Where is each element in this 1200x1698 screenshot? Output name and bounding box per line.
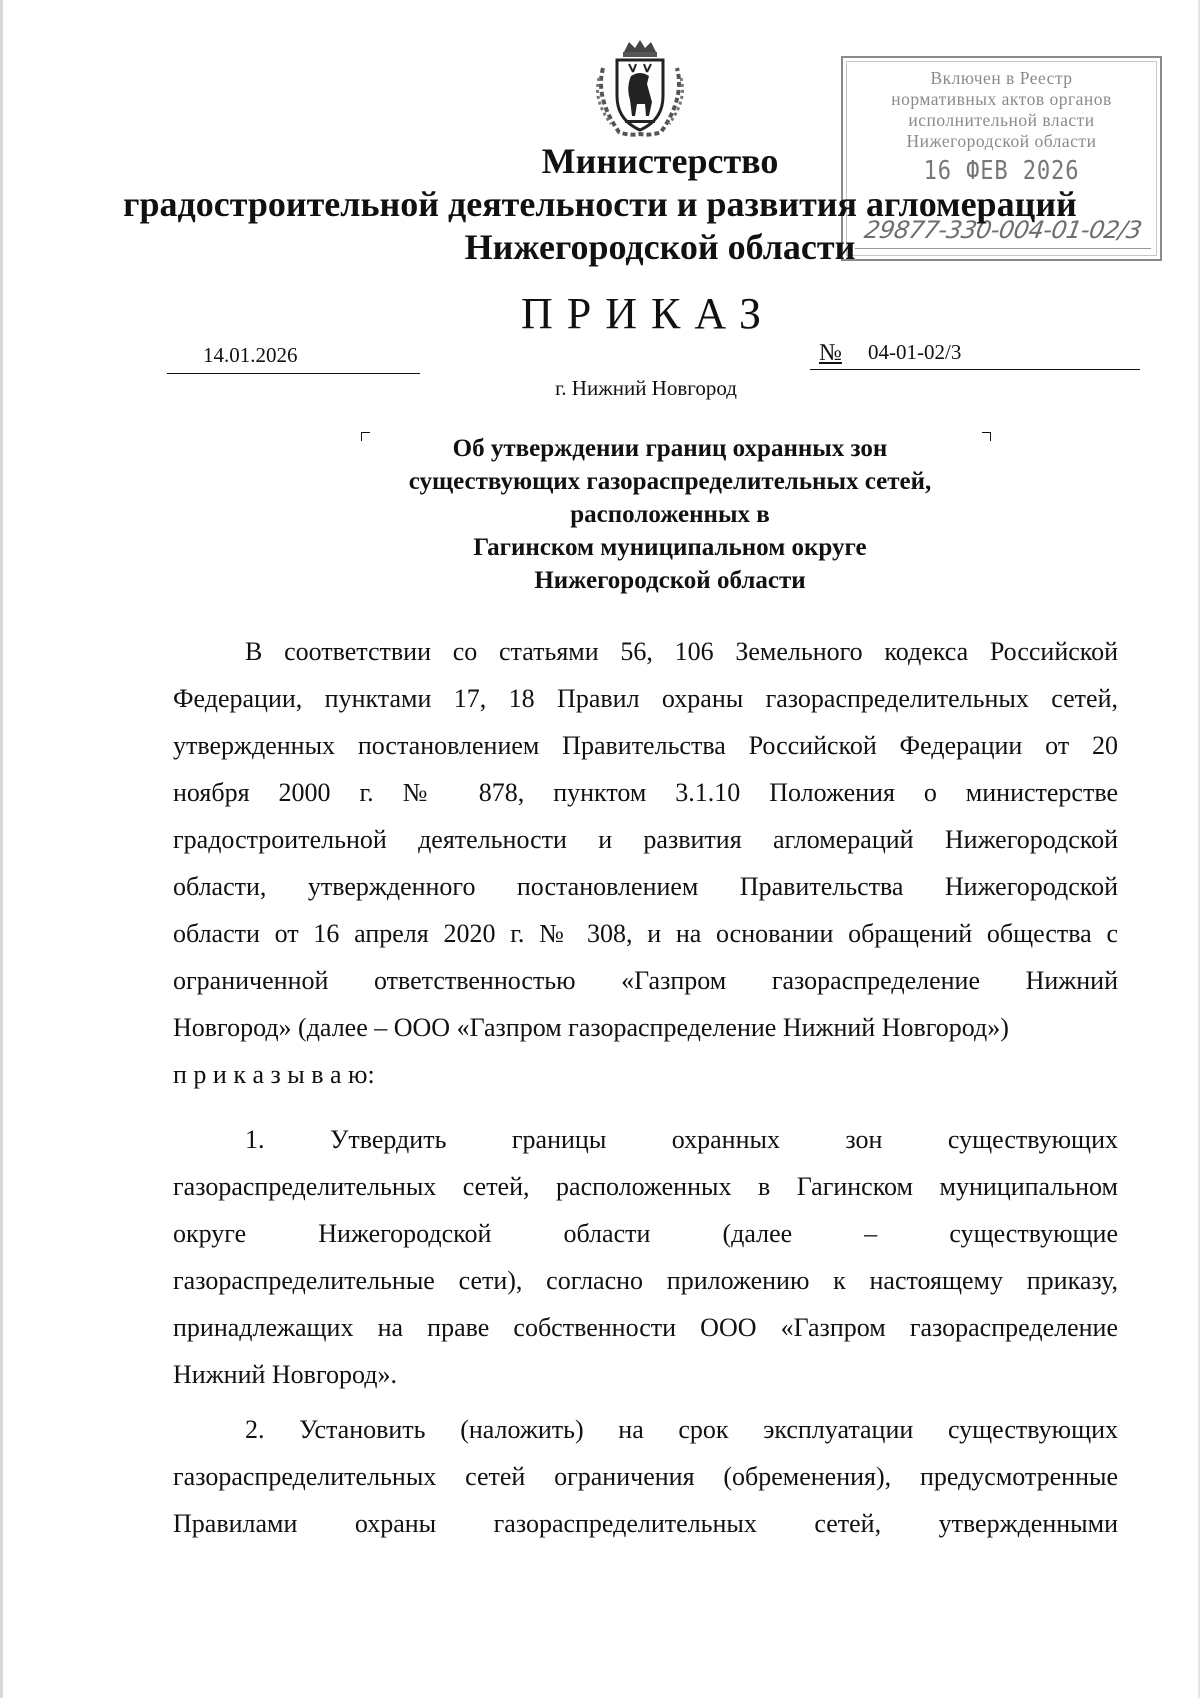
order-date: 14.01.2026	[203, 343, 298, 367]
item-line: принадлежащих на праве собственности ООО «Газпром газораспределение	[173, 1313, 1118, 1342]
item-line: 2. Установить (наложить) на срок эксплуатации существующих	[245, 1415, 1118, 1444]
preamble-line: ограниченной ответственностью «Газпром газораспределение Нижний	[173, 966, 1118, 995]
order-word: п р и к а з ы в а ю:	[173, 1060, 375, 1089]
preamble-line: области от 16 апреля 2020 г. № 308, и на основании обращений общества с	[173, 919, 1118, 948]
document-title	[0, 432, 1200, 597]
stamp-line: нормативных актов органов	[891, 89, 1112, 109]
item-line: Нижний Новгород».	[173, 1360, 397, 1389]
preamble-line: В соответствии со статьями 56, 106 Земельного кодекса Российской	[245, 637, 1118, 666]
ministry-name-line3: Нижегородской области	[464, 227, 856, 267]
item-line: газораспределительных сетей ограничения (обременения), предусмотренные	[173, 1462, 1118, 1491]
preamble-line: градостроительной деятельности и развития агломераций Нижегородской	[173, 825, 1118, 854]
ministry-name-line1: Министерство	[541, 141, 779, 181]
item-2	[173, 1406, 1118, 1547]
item-line: газораспределительные сети), согласно приложению к настоящему приказу,	[173, 1266, 1118, 1295]
preamble-line: Новгород» (далее – ООО «Газпром газораспределение Нижний Новгород»)	[173, 1013, 1009, 1042]
stamp-reg-number: 29877-330-004-01-02/3	[862, 216, 1144, 244]
ministry-name-line2: градостроительной деятельности и развития агломераций	[123, 184, 1077, 224]
preamble-line: области, утвержденного постановлением Правительства Нижегородской	[173, 872, 1118, 901]
title-line: Гагинском муниципальном округе	[473, 534, 867, 561]
item-line: газораспределительных сетей, расположенных в Гагинском муниципальном	[173, 1172, 1118, 1201]
title-line: Об утверждении границ охранных зон	[452, 435, 888, 462]
item-1	[173, 1116, 1118, 1398]
stamp-line: Нижегородской области	[906, 131, 1097, 151]
preamble	[173, 628, 1118, 1098]
preamble-line: Федерации, пунктами 17, 18 Правил охраны газораспределительных сетей,	[173, 684, 1118, 713]
date-field	[167, 343, 420, 374]
item-line: Правилами охраны газораспределительных сетей, утвержденными	[173, 1509, 1118, 1538]
stamp-date: 16 ФЕВ 2026	[923, 156, 1080, 186]
stamp-line: исполнительной власти	[908, 110, 1095, 130]
number-sign: №	[819, 340, 842, 366]
number-underline	[810, 369, 1140, 370]
title-line: расположенных в	[570, 501, 770, 528]
item-line: 1. Утвердить границы охранных зон существующих	[245, 1125, 1118, 1154]
preamble-line: ноября 2000 г. № 878, пунктом 3.1.10 Положения о министерстве	[173, 778, 1118, 807]
order-number: 04-01-02/3	[868, 340, 962, 364]
title-line: существующих газораспределительных сетей,	[408, 468, 932, 495]
preamble-line: утвержденных постановлением Правительства Российской Федерации от 20	[173, 731, 1118, 760]
document-type: ПРИКАЗ	[520, 289, 776, 338]
stamp-line: Включен в Реестр	[930, 68, 1073, 88]
item-line: округе Нижегородской области (далее – существующие	[173, 1219, 1118, 1248]
title-line: Нижегородской области	[534, 567, 806, 594]
coat-of-arms-icon	[589, 38, 691, 140]
city: г. Нижний Новгород	[555, 376, 737, 400]
